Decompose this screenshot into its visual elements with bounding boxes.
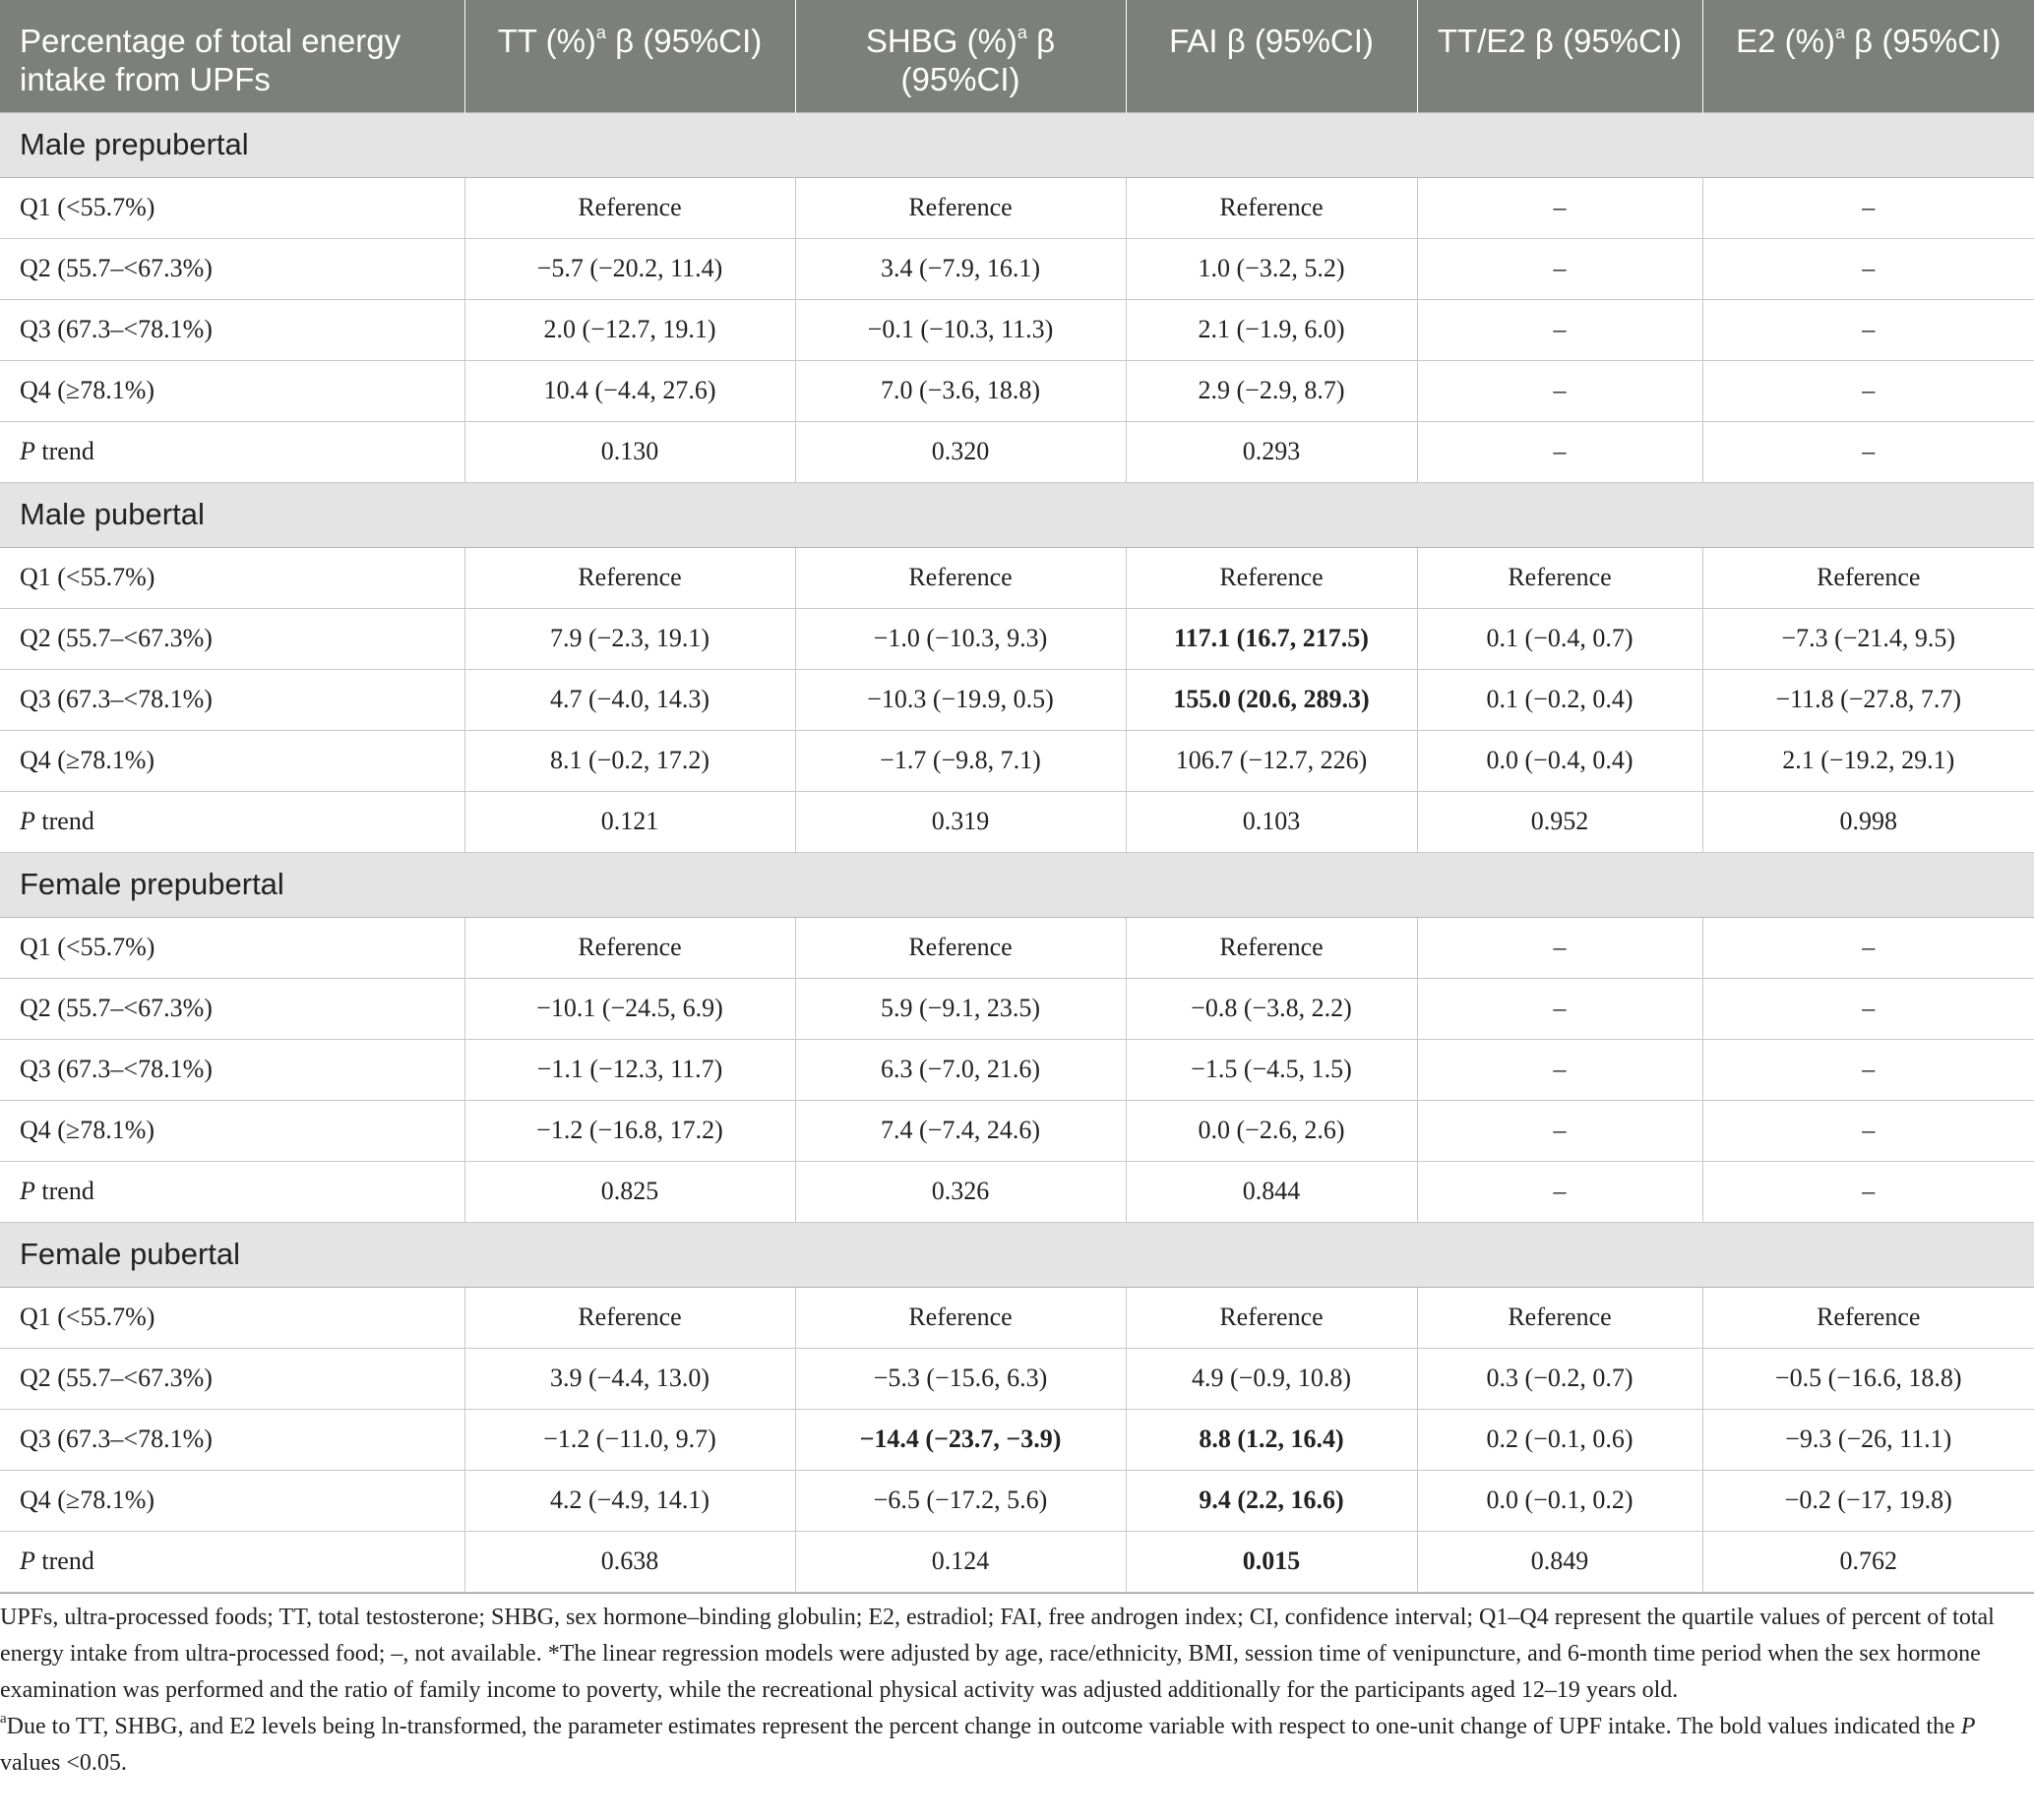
table-cell: 0.121 [464,791,795,852]
table-cell: 0.293 [1126,421,1417,482]
table-row [0,1039,2034,1100]
row-label: Q2 (55.7–<67.3%) [0,238,464,299]
table-body [0,112,2034,1592]
table-cell: Reference [1126,917,1417,978]
row-label: Q1 (<55.7%) [0,547,464,608]
table-cell: 2.1 (−1.9, 6.0) [1126,299,1417,360]
table-cell: – [1417,1161,1702,1222]
table-cell: 0.320 [795,421,1126,482]
table-row [0,1287,2034,1348]
table-cell: 0.638 [464,1531,795,1592]
table-row [0,299,2034,360]
table-cell: 117.1 (16.7, 217.5) [1126,608,1417,669]
row-label: Q2 (55.7–<67.3%) [0,1348,464,1409]
table-cell: – [1702,978,2034,1039]
row-label: Q3 (67.3–<78.1%) [0,1409,464,1470]
table-cell: – [1417,917,1702,978]
table-cell: – [1702,360,2034,421]
table-cell: 0.998 [1702,791,2034,852]
table-cell: 1.0 (−3.2, 5.2) [1126,238,1417,299]
table-cell: −1.7 (−9.8, 7.1) [795,730,1126,791]
table-cell: 0.0 (−0.4, 0.4) [1417,730,1702,791]
row-label: Q4 (≥78.1%) [0,360,464,421]
table-cell: Reference [1417,547,1702,608]
table-cell: Reference [1417,1287,1702,1348]
table-cell: −14.4 (−23.7, −3.9) [795,1409,1126,1470]
header-cell: E2 (%)$^a$ β (95%CI) [1702,0,2034,112]
row-label: P trend [0,791,464,852]
table-row [0,1348,2034,1409]
table-row [0,730,2034,791]
row-label: Q4 (≥78.1%) [0,1470,464,1531]
table-cell: −1.1 (−12.3, 11.7) [464,1039,795,1100]
row-label: Q3 (67.3–<78.1%) [0,669,464,730]
table-cell: 0.1 (−0.2, 0.4) [1417,669,1702,730]
table-row [0,1161,2034,1222]
row-label: P trend [0,421,464,482]
table-cell: −1.5 (−4.5, 1.5) [1126,1039,1417,1100]
row-label: Q2 (55.7–<67.3%) [0,978,464,1039]
section-header-row [0,852,2034,917]
table-row [0,238,2034,299]
table-cell: 7.0 (−3.6, 18.8) [795,360,1126,421]
row-label: Q4 (≥78.1%) [0,730,464,791]
table-cell: −0.5 (−16.6, 18.8) [1702,1348,2034,1409]
table-cell: – [1417,1100,1702,1161]
row-label: Q3 (67.3–<78.1%) [0,1039,464,1100]
table-cell: −6.5 (−17.2, 5.6) [795,1470,1126,1531]
section-title: Female prepubertal [0,852,2034,917]
table-cell: Reference [1126,1287,1417,1348]
table-cell: Reference [795,177,1126,238]
section-title: Male pubertal [0,482,2034,547]
table-row [0,669,2034,730]
table-cell: – [1702,421,2034,482]
table-cell: 0.0 (−2.6, 2.6) [1126,1100,1417,1161]
table-cell: −9.3 (−26, 11.1) [1702,1409,2034,1470]
table-cell: – [1702,917,2034,978]
table-cell: Reference [464,177,795,238]
table-cell: 0.2 (−0.1, 0.6) [1417,1409,1702,1470]
table-cell: 0.762 [1702,1531,2034,1592]
table-cell: 9.4 (2.2, 16.6) [1126,1470,1417,1531]
table-row [0,978,2034,1039]
table-row [0,1470,2034,1531]
table-cell: 3.9 (−4.4, 13.0) [464,1348,795,1409]
table-cell: −7.3 (−21.4, 9.5) [1702,608,2034,669]
table-cell: −10.3 (−19.9, 0.5) [795,669,1126,730]
table-cell: 4.2 (−4.9, 14.1) [464,1470,795,1531]
table-cell: Reference [1126,177,1417,238]
section-header-row [0,482,2034,547]
row-label: Q1 (<55.7%) [0,1287,464,1348]
table-cell: 106.7 (−12.7, 226) [1126,730,1417,791]
header-cell: FAI β (95%CI) [1126,0,1417,112]
table-cell: 6.3 (−7.0, 21.6) [795,1039,1126,1100]
row-label: P trend [0,1531,464,1592]
table-cell: 0.326 [795,1161,1126,1222]
table-row [0,421,2034,482]
table-cell: −11.8 (−27.8, 7.7) [1702,669,2034,730]
row-label: Q3 (67.3–<78.1%) [0,299,464,360]
table-cell: Reference [464,547,795,608]
table-cell: −0.8 (−3.8, 2.2) [1126,978,1417,1039]
table-cell: Reference [464,1287,795,1348]
table-cell: 4.9 (−0.9, 10.8) [1126,1348,1417,1409]
row-label: Q4 (≥78.1%) [0,1100,464,1161]
table-cell: 0.3 (−0.2, 0.7) [1417,1348,1702,1409]
table-cell: 0.849 [1417,1531,1702,1592]
table-cell: – [1417,299,1702,360]
table-row [0,1531,2034,1592]
table-cell: 2.9 (−2.9, 8.7) [1126,360,1417,421]
table-cell: 4.7 (−4.0, 14.3) [464,669,795,730]
row-label: Q1 (<55.7%) [0,917,464,978]
table-row [0,177,2034,238]
table-cell: −5.3 (−15.6, 6.3) [795,1348,1126,1409]
header-cell: Percentage of total energy intake from UPFs [0,0,464,112]
table-cell: 0.952 [1417,791,1702,852]
footnote-abbreviations: UPFs, ultra-processed foods; TT, total testosterone; SHBG, sex hormone–binding globulin; E2, estradiol; FAI, free androgen index; CI, confidence interval; Q1–Q4 represent the quartile values of percent of total energy intake from ultra-processed food; –, not available. *The linear regression models were adjusted by age, race/ethnicity, BMI, session time of venipuncture, and 6-month time period when the sex hormone examination was performed and the ratio of family income to poverty, while the recreational physical activity was adjusted additionally for the participants aged 12–19 years old. [0,1604,1995,1703]
table-cell: – [1417,177,1702,238]
table-cell: 0.130 [464,421,795,482]
table-cell: – [1702,177,2034,238]
table-row [0,1100,2034,1161]
footnote-a: $^a$Due to TT, SHBG, and E2 levels being ln-transformed, the parameter estimates represent the percent change in outcome variable with respect to one-unit change of UPF intake. The bold values indicated the P values <0.05. [0,1710,1976,1776]
table-row [0,917,2034,978]
table-cell: 2.0 (−12.7, 19.1) [464,299,795,360]
section-title: Female pubertal [0,1222,2034,1287]
table-cell: −1.0 (−10.3, 9.3) [795,608,1126,669]
table-row [0,547,2034,608]
table-cell: – [1417,360,1702,421]
table-cell: 0.844 [1126,1161,1417,1222]
table-cell: −1.2 (−11.0, 9.7) [464,1409,795,1470]
table-cell: 0.015 [1126,1531,1417,1592]
table-cell: – [1417,978,1702,1039]
header-cell: TT/E2 β (95%CI) [1417,0,1702,112]
table-cell: Reference [795,547,1126,608]
table-cell: Reference [795,1287,1126,1348]
table-cell: – [1702,1100,2034,1161]
table-cell: Reference [1702,1287,2034,1348]
table-cell: 8.1 (−0.2, 17.2) [464,730,795,791]
table-cell: – [1702,1039,2034,1100]
table-cell: 8.8 (1.2, 16.4) [1126,1409,1417,1470]
table-cell: Reference [1126,547,1417,608]
table-cell: 0.825 [464,1161,795,1222]
row-label: Q2 (55.7–<67.3%) [0,608,464,669]
table-cell: Reference [795,917,1126,978]
table-footnotes [0,1593,2034,1782]
table-row [0,791,2034,852]
table-cell: Reference [464,917,795,978]
table-cell: 0.1 (−0.4, 0.7) [1417,608,1702,669]
section-title: Male prepubertal [0,112,2034,177]
row-label: P trend [0,1161,464,1222]
row-label: Q1 (<55.7%) [0,177,464,238]
table-cell: – [1417,238,1702,299]
table-cell: – [1702,1161,2034,1222]
table-cell: −10.1 (−24.5, 6.9) [464,978,795,1039]
table-cell: 2.1 (−19.2, 29.1) [1702,730,2034,791]
table-cell: 7.9 (−2.3, 19.1) [464,608,795,669]
table-cell: 0.103 [1126,791,1417,852]
table-row [0,360,2034,421]
table-cell: – [1702,299,2034,360]
table-cell: 5.9 (−9.1, 23.5) [795,978,1126,1039]
table-cell: −5.7 (−20.2, 11.4) [464,238,795,299]
header-cell: SHBG (%)$^a$ β (95%CI) [795,0,1126,112]
table-cell: 0.124 [795,1531,1126,1592]
header-row [0,0,2034,112]
table-cell: 10.4 (−4.4, 27.6) [464,360,795,421]
table-cell: −0.1 (−10.3, 11.3) [795,299,1126,360]
table-cell: −1.2 (−16.8, 17.2) [464,1100,795,1161]
table-cell: 3.4 (−7.9, 16.1) [795,238,1126,299]
table-cell: −0.2 (−17, 19.8) [1702,1470,2034,1531]
table-cell: 0.319 [795,791,1126,852]
header-cell: TT (%)$^a$ β (95%CI) [464,0,795,112]
table-cell: 7.4 (−7.4, 24.6) [795,1100,1126,1161]
table-cell: 155.0 (20.6, 289.3) [1126,669,1417,730]
table-row [0,1409,2034,1470]
table-cell: – [1417,1039,1702,1100]
table-cell: – [1417,421,1702,482]
table-cell: 0.0 (−0.1, 0.2) [1417,1470,1702,1531]
table-cell: – [1702,238,2034,299]
section-header-row [0,1222,2034,1287]
table-cell: Reference [1702,547,2034,608]
section-header-row [0,112,2034,177]
table-row [0,608,2034,669]
